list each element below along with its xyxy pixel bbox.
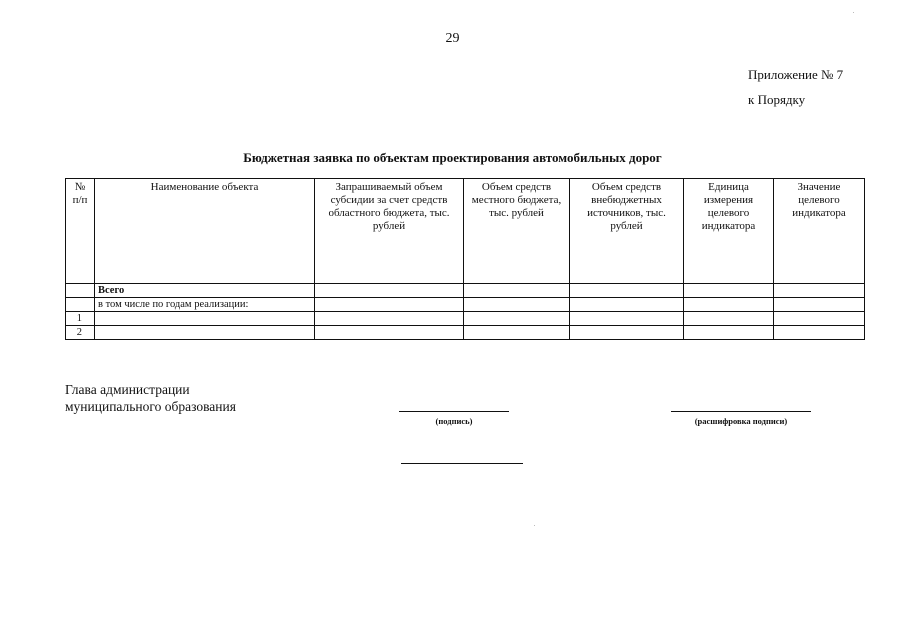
signature-caption: (подпись)	[435, 416, 473, 426]
table-cell	[570, 312, 684, 326]
appendix-reference	[748, 62, 843, 112]
page-number: 29	[445, 31, 460, 46]
header-extrabudgetary: Объем средств внебюджетных источников, тыс. рублей	[570, 179, 684, 284]
table-cell	[464, 312, 570, 326]
table-cell	[774, 312, 865, 326]
row-by-years-label: в том числе по годам реализации:	[95, 298, 315, 312]
signer-position-line1: Глава администрации	[65, 382, 190, 397]
table-cell	[570, 298, 684, 312]
header-local-budget: Объем средств местного бюджета, тыс. рублей	[464, 179, 570, 284]
scan-speck	[853, 12, 854, 13]
row-number: 1	[66, 312, 95, 326]
table-cell	[315, 298, 464, 312]
signature-decode-line	[671, 411, 811, 412]
row-number	[66, 284, 95, 298]
table-row	[66, 312, 865, 326]
table-cell	[774, 298, 865, 312]
row-total-label: Всего	[95, 284, 315, 298]
date-line	[401, 463, 523, 464]
table-cell	[684, 312, 774, 326]
row-name	[95, 312, 315, 326]
budget-request-table	[65, 178, 865, 340]
table-cell	[315, 312, 464, 326]
signer-position-line2: муниципального образования	[65, 399, 236, 414]
signature-decode-caption: (расшифровка подписи)	[694, 416, 788, 426]
table-cell	[570, 284, 684, 298]
table-cell	[464, 326, 570, 340]
row-number	[66, 298, 95, 312]
table-cell	[774, 326, 865, 340]
table-row	[66, 298, 865, 312]
appendix-order: к Порядку	[748, 92, 806, 107]
table-cell	[684, 298, 774, 312]
table-cell	[570, 326, 684, 340]
document-title: Бюджетная заявка по объектам проектирования автомобильных дорог	[243, 150, 662, 165]
table-cell	[315, 284, 464, 298]
signer-position	[65, 381, 236, 415]
table-cell	[774, 284, 865, 298]
signature-line	[399, 411, 509, 412]
table-cell	[464, 298, 570, 312]
header-regional-subsidy: Запрашиваемый объем субсидии за счет средств областного бюджета, тыс. рублей	[315, 179, 464, 284]
table-cell	[315, 326, 464, 340]
header-object-name: Наименование объекта	[95, 179, 315, 284]
table-row	[66, 326, 865, 340]
table-header-row	[66, 179, 865, 284]
appendix-number: Приложение № 7	[748, 67, 844, 82]
table-cell	[464, 284, 570, 298]
row-name	[95, 326, 315, 340]
table-row	[66, 284, 865, 298]
table-cell	[684, 326, 774, 340]
header-indicator-unit: Единица измерения целевого индикатора	[684, 179, 774, 284]
table-cell	[684, 284, 774, 298]
row-number: 2	[66, 326, 95, 340]
header-number: № п/п	[66, 179, 95, 284]
header-indicator-value: Значение целевого индикатора	[774, 179, 865, 284]
scan-speck	[534, 525, 535, 526]
